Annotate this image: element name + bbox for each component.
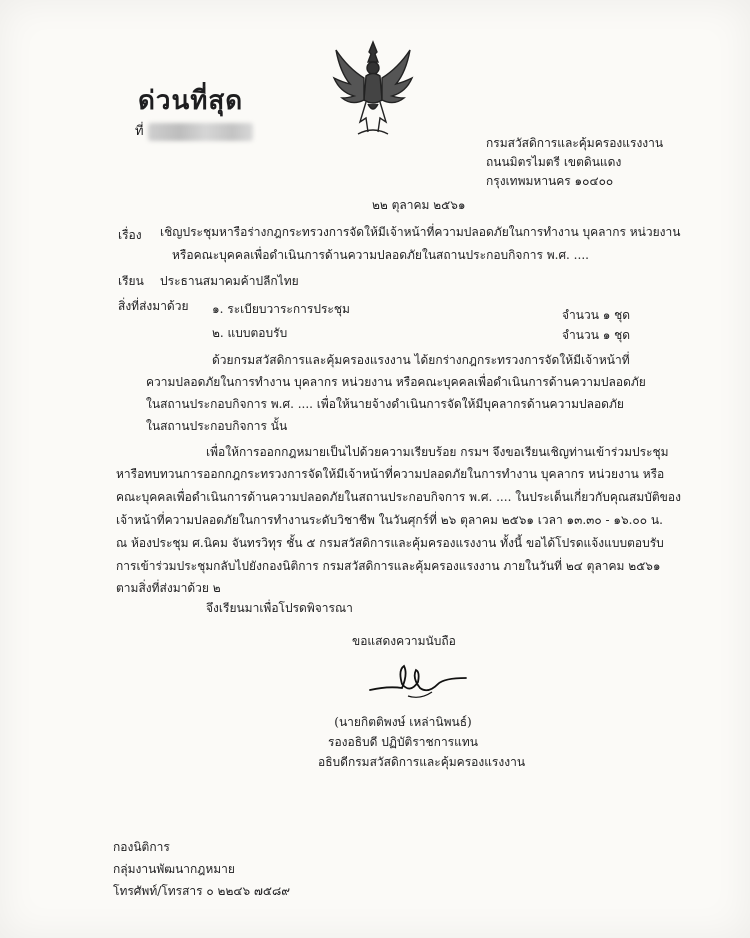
recipient-label: เรียน bbox=[118, 274, 144, 288]
body-line: ตามสิ่งที่ส่งมาด้วย ๒ bbox=[116, 581, 221, 595]
handwritten-signature-icon bbox=[368, 660, 468, 704]
subject-line: เชิญประชุมหารือร่างกฎกระทรวงการจัดให้มีเจ้าหน้าที่ความปลอดภัยในการทำงาน บุคลากร หน่วยงาน bbox=[160, 225, 681, 239]
body-line: การเข้าร่วมประชุมกลับไปยังกองนิติการ กรมสวัสดิการและคุ้มครองแรงงาน ภายในวันที่ ๒๔ ตุลาคม ๒๕๖๑ bbox=[116, 559, 661, 573]
letter-date: ๒๒ ตุลาคม ๒๕๖๑ bbox=[372, 198, 466, 212]
attachment-count: จำนวน ๑ ชุด bbox=[562, 328, 631, 342]
redacted-reference bbox=[148, 123, 253, 141]
signer-position: อธิบดีกรมสวัสดิการและคุ้มครองแรงงาน bbox=[318, 755, 526, 769]
subject-label: เรื่อง bbox=[118, 228, 142, 242]
body-line: หารือทบทวนการออกกฎกระทรวงการจัดให้มีเจ้าหน้าที่ความปลอดภัยในการทำงาน บุคลากร หน่วยงาน หรือ bbox=[116, 467, 665, 481]
body-line: ด้วยกรมสวัสดิการและคุ้มครองแรงงาน ได้ยกร่างกฎกระทรวงการจัดให้มีเจ้าหน้าที่ bbox=[212, 353, 630, 367]
closing-request: จึงเรียนมาเพื่อโปรดพิจารณา bbox=[206, 601, 353, 615]
footer-line: โทรศัพท์/โทรสาร ๐ ๒๒๔๖ ๗๕๘๙ bbox=[113, 884, 291, 898]
signer-block bbox=[318, 712, 526, 772]
attachments-label: สิ่งที่ส่งมาด้วย bbox=[118, 299, 189, 313]
signer-position: รองอธิบดี ปฏิบัติราชการแทน bbox=[328, 735, 478, 749]
subject-line: หรือคณะบุคคลเพื่อดำเนินการด้านความปลอดภัยในสถานประกอบกิจการ พ.ศ. .... bbox=[172, 248, 589, 262]
footer-line: กองนิติการ bbox=[113, 840, 170, 854]
reference-number bbox=[135, 120, 253, 141]
closing-phrase: ขอแสดงความนับถือ bbox=[352, 634, 456, 648]
urgency-heading: ด่วนที่สุด bbox=[138, 86, 244, 116]
footer-line: กลุ่มงานพัฒนากฎหมาย bbox=[113, 862, 235, 876]
body-line: คณะบุคคลเพื่อดำเนินการด้านความปลอดภัยในสถานประกอบกิจการ พ.ศ. .... ในประเด็นเกี่ยวกับคุณสมบัติของ bbox=[116, 490, 681, 504]
recipient-name: ประธานสมาคมค้าปลีกไทย bbox=[160, 274, 299, 288]
address-line: กรมสวัสดิการและคุ้มครองแรงงาน bbox=[486, 136, 664, 150]
body-line: ในสถานประกอบกิจการ นั้น bbox=[146, 419, 288, 433]
signer-name: (นายกิตติพงษ์ เหล่านิพนธ์) bbox=[334, 715, 472, 729]
address-line: กรุงเทพมหานคร ๑๐๔๐๐ bbox=[486, 174, 614, 188]
body-line: ณ ห้องประชุม ศ.นิคม จันทรวิทุร ชั้น ๕ กรมสวัสดิการและคุ้มครองแรงงาน ทั้งนี้ ขอได้โปรดแจ้งแบบตอบรับ bbox=[116, 536, 664, 550]
reference-prefix: ที่ bbox=[135, 124, 144, 139]
address-line: ถนนมิตรไมตรี เขตดินแดง bbox=[486, 155, 622, 169]
sender-address bbox=[486, 134, 663, 191]
body-line: เพื่อให้การออกกฎหมายเป็นไปด้วยความเรียบร้อย กรมฯ จึงขอเรียนเชิญท่านเข้าร่วมประชุม bbox=[206, 445, 669, 459]
body-line: ความปลอดภัยในการทำงาน บุคลากร หน่วยงาน หรือคณะบุคคลเพื่อดำเนินการด้านความปลอดภัย bbox=[146, 375, 646, 389]
attachment-count: จำนวน ๑ ชุด bbox=[562, 308, 631, 322]
garuda-emblem-icon bbox=[328, 38, 418, 138]
attachment-item: ๑. ระเบียบวาระการประชุม bbox=[212, 302, 350, 316]
body-line: เจ้าหน้าที่ความปลอดภัยในการทำงานระดับวิชาชีพ ในวันศุกร์ที่ ๒๖ ตุลาคม ๒๕๖๑ เวลา ๑๓.๓๐ - ๑๖.๐๐ น. bbox=[116, 513, 663, 527]
attachment-item: ๒. แบบตอบรับ bbox=[212, 326, 288, 340]
body-line: ในสถานประกอบกิจการ พ.ศ. .... เพื่อให้นายจ้างดำเนินการจัดให้มีบุคลากรด้านความปลอดภัย bbox=[146, 397, 624, 411]
footer-contact bbox=[113, 836, 290, 902]
